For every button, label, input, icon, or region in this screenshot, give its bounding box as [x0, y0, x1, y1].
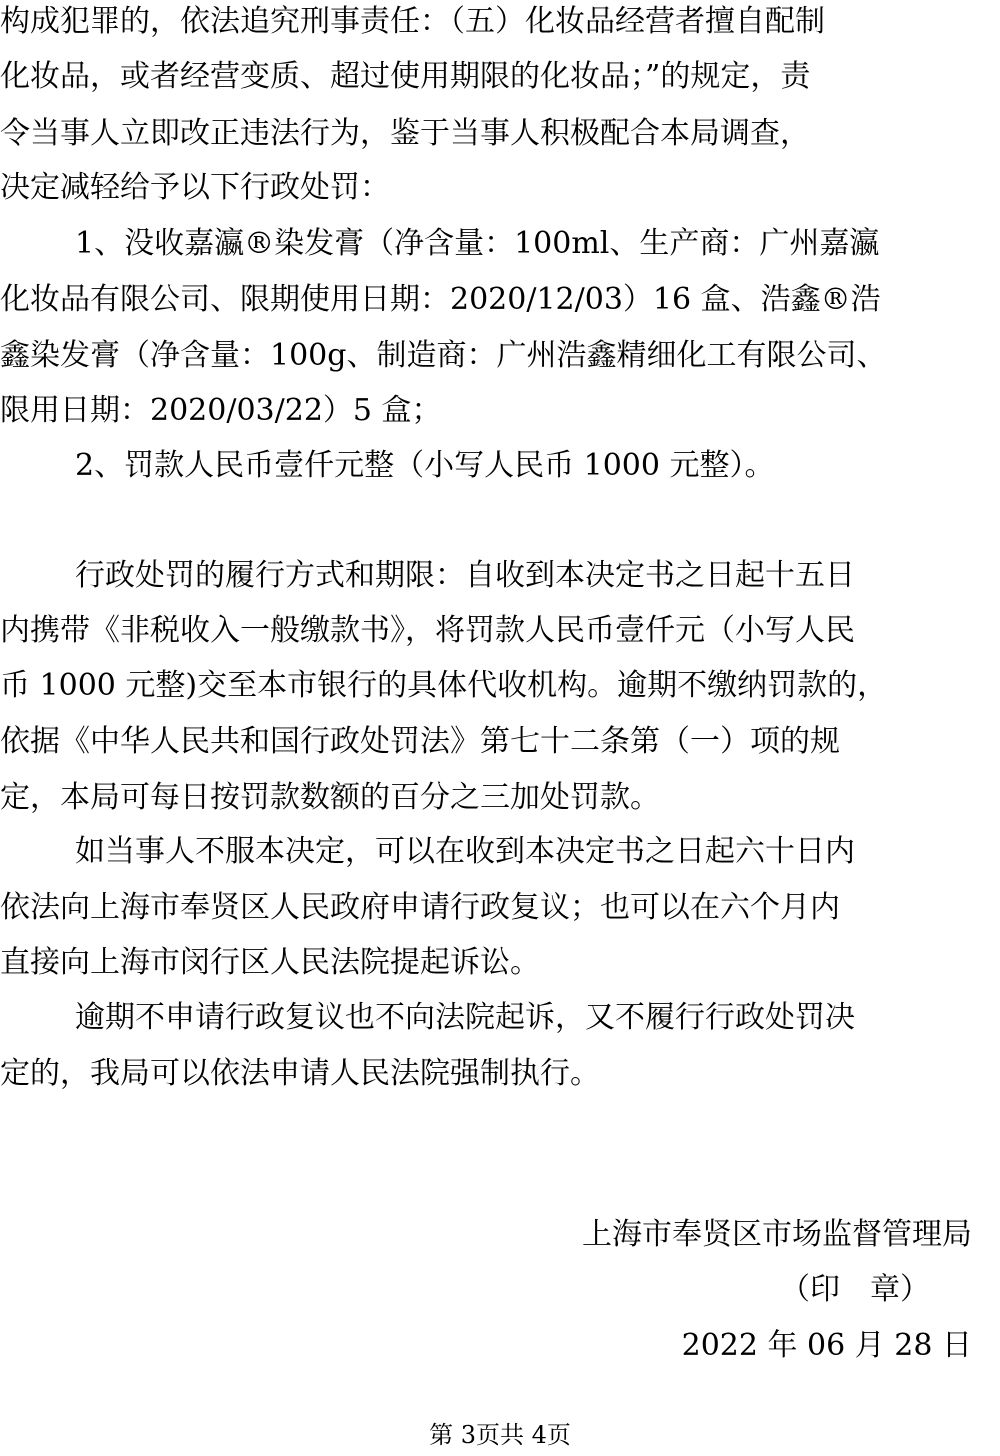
- penalty-item-1-line-1: 1、没收嘉瀛®染发膏（净含量：100ml、生产商：广州嘉瀛: [75, 226, 880, 261]
- penalty-item-2: 2、罚款人民币壹仟元整（小写人民币 1000 元整）。: [75, 448, 775, 483]
- appeal-paragraph-line-3: 直接向上海市闵行区人民法院提起诉讼。: [0, 945, 540, 980]
- appeal-paragraph-line-1: 如当事人不服本决定，可以在收到本决定书之日起六十日内: [75, 834, 855, 869]
- seal-mark: （印 章）: [780, 1272, 930, 1307]
- body-line-1: 构成犯罪的，依法追究刑事责任：（五）化妆品经营者擅自配制: [0, 4, 825, 39]
- body-line-4: 决定减轻给予以下行政处罚：: [0, 170, 390, 205]
- body-line-3: 令当事人立即改正违法行为，鉴于当事人积极配合本局调查，: [0, 116, 810, 151]
- issue-date: 2022 年 06 月 28 日: [681, 1328, 972, 1363]
- penalty-item-1-line-2: 化妆品有限公司、限期使用日期：2020/12/03）16 盒、浩鑫®浩: [0, 282, 881, 317]
- page-number: 第 3页共 4页: [429, 1421, 571, 1449]
- payment-paragraph-line-4: 依据《中华人民共和国行政处罚法》第七十二条第（一）项的规: [0, 724, 840, 759]
- payment-paragraph-line-3: 币 1000 元整)交至本市银行的具体代收机构。逾期不缴纳罚款的，: [0, 668, 888, 703]
- payment-paragraph-line-1: 行政处罚的履行方式和期限：自收到本决定书之日起十五日: [75, 558, 855, 593]
- penalty-item-1-line-3: 鑫染发膏（净含量：100g、制造商：广州浩鑫精细化工有限公司、: [0, 338, 887, 373]
- payment-paragraph-line-2: 内携带《非税收入一般缴款书》，将罚款人民币壹仟元（小写人民: [0, 613, 855, 648]
- penalty-item-1-line-4: 限用日期：2020/03/22）5 盒；: [0, 393, 442, 428]
- payment-paragraph-line-5: 定，本局可每日按罚款数额的百分之三加处罚款。: [0, 780, 660, 815]
- appeal-paragraph-line-2: 依法向上海市奉贤区人民政府申请行政复议；也可以在六个月内: [0, 890, 840, 925]
- issuing-authority: 上海市奉贤区市场监督管理局: [582, 1217, 972, 1252]
- body-line-2: 化妆品，或者经营变质、超过使用期限的化妆品；”的规定，责: [0, 59, 811, 94]
- enforcement-paragraph-line-1: 逾期不申请行政复议也不向法院起诉，又不履行行政处罚决: [75, 1000, 855, 1035]
- enforcement-paragraph-line-2: 定的，我局可以依法申请人民法院强制执行。: [0, 1056, 600, 1091]
